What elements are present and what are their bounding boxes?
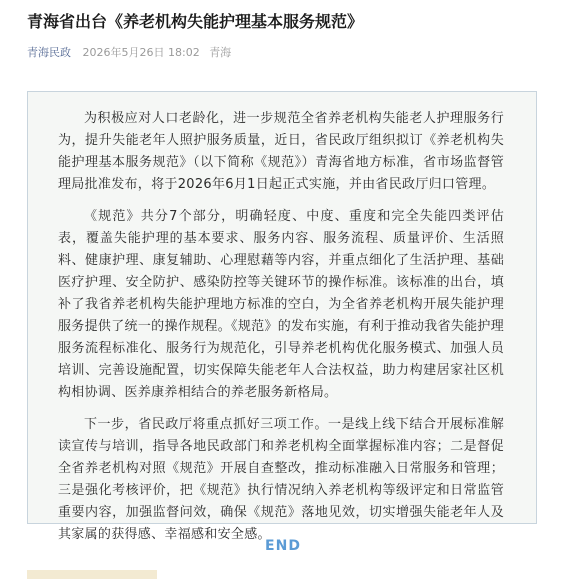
publish-date: 2026年5月26日 18:02: [82, 46, 200, 59]
article-meta: [27, 45, 231, 61]
body-paragraph-3: 下一步，省民政厅将重点抓好三项工作。一是线上线下结合开展标准解读宣传与培训，指导各地民政部门和养老机构全面掌握标准内容；二是督促全省养老机构对照《规范》开展自查整改，推动标准融入日常服务和管理；三是强化考核评价，把《规范》执行情况纳入养老机构等级评定和日常监管重要内容，加强监督问效，确保《规范》落地见效，切实增强失能老年人及其家属的获得感、幸福感和安全感。: [58, 417, 504, 542]
footer-decoration: [27, 570, 157, 579]
publish-location: 青海: [209, 46, 232, 59]
body-paragraph-2: 《规范》共分7个部分，明确轻度、中度、重度和完全失能四类评估表，覆盖失能护理的基本要求、服务内容、服务流程、质量评价、生活照料、健康护理、康复辅助、心理慰藉等内容，并重点细化了生活护理、基础医疗护理、安全防护、感染防控等关键环节的操作标准。该标准的出台，填补了我省养老机构失能护理地方标准的空白，为全省养老机构开展失能护理服务提供了统一的操作规程。《规范》的发布实施，有利于推动我省失能护理服务流程标准化、服务行为规范化，引导养老机构优化服务模式、加强人员培训、完善设施配置，切实保障失能老年人合法权益，助力构建居家社区机构相协调、医养康养相结合的养老服务新格局。: [58, 209, 504, 400]
body-paragraph-1: 为积极应对人口老龄化，进一步规范全省养老机构失能老人护理服务行为，提升失能老年人照护服务质量，近日，省民政厅组织拟订《养老机构失能护理基本服务规范》（以下简称《规范》）青海省地方标准，省市场监督管理局批准发布，将于2026年6月1日起正式实施，并由省民政厅归口管理。: [58, 111, 504, 192]
article-body-card: [27, 91, 537, 542]
author-link[interactable]: 青海民政: [27, 46, 71, 59]
article-title: 青海省出台《养老机构失能护理基本服务规范》: [27, 12, 364, 31]
end-label: END: [265, 538, 301, 554]
